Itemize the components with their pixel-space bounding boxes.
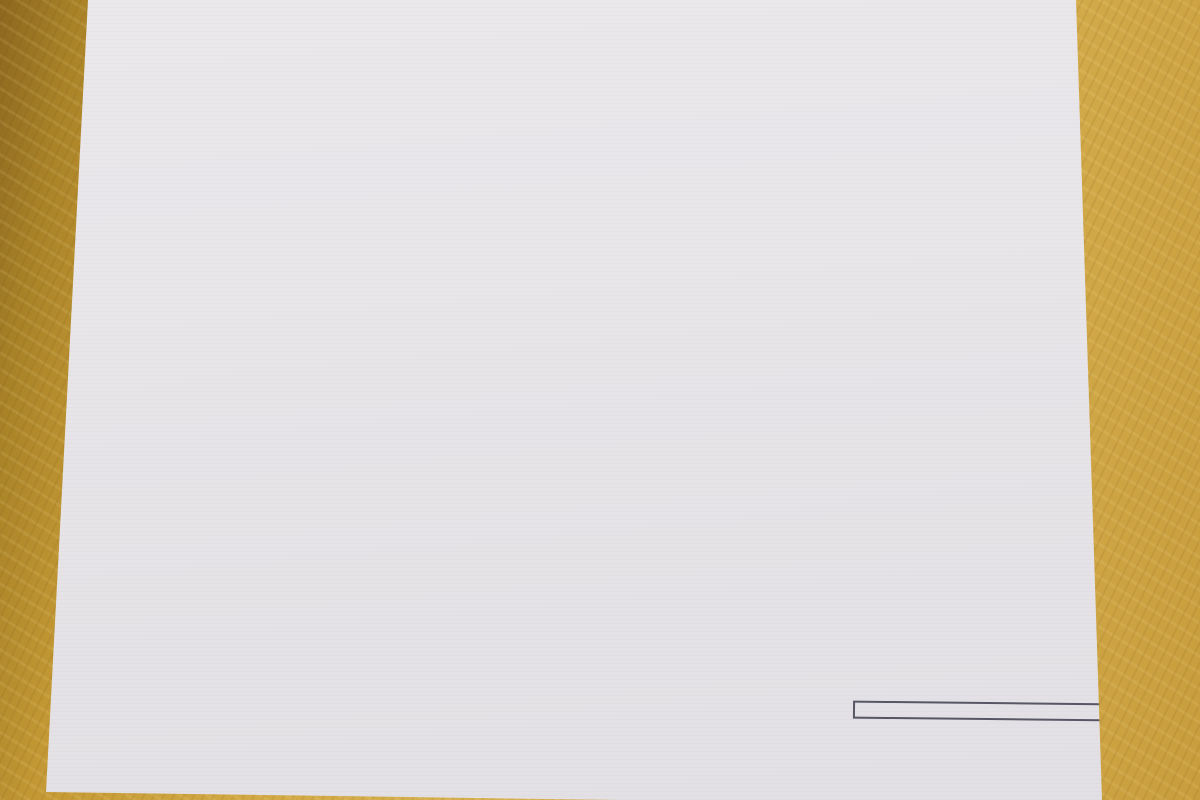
section-barley [612,16,826,32]
size-labels [986,12,1066,14]
size-labels [222,376,302,378]
size-labels [468,378,548,380]
section-header [612,16,826,18]
section-header [334,378,548,380]
footer-note-box [853,701,1113,722]
drinks-addon-row [88,392,302,426]
qr-code [880,443,1030,593]
section-red-bean [346,18,558,34]
section-tofu-pudding [334,378,548,394]
section-header [88,376,302,378]
size-labels [254,18,334,20]
section-shaved-ice [608,380,810,394]
section-header [842,12,1066,14]
section-drinks [88,376,302,426]
section-header [346,18,558,20]
size-labels [746,16,826,18]
section-winter-limited [842,12,1066,28]
size-labels [478,18,558,20]
section-header [100,18,334,20]
section-green-bean [100,18,334,34]
